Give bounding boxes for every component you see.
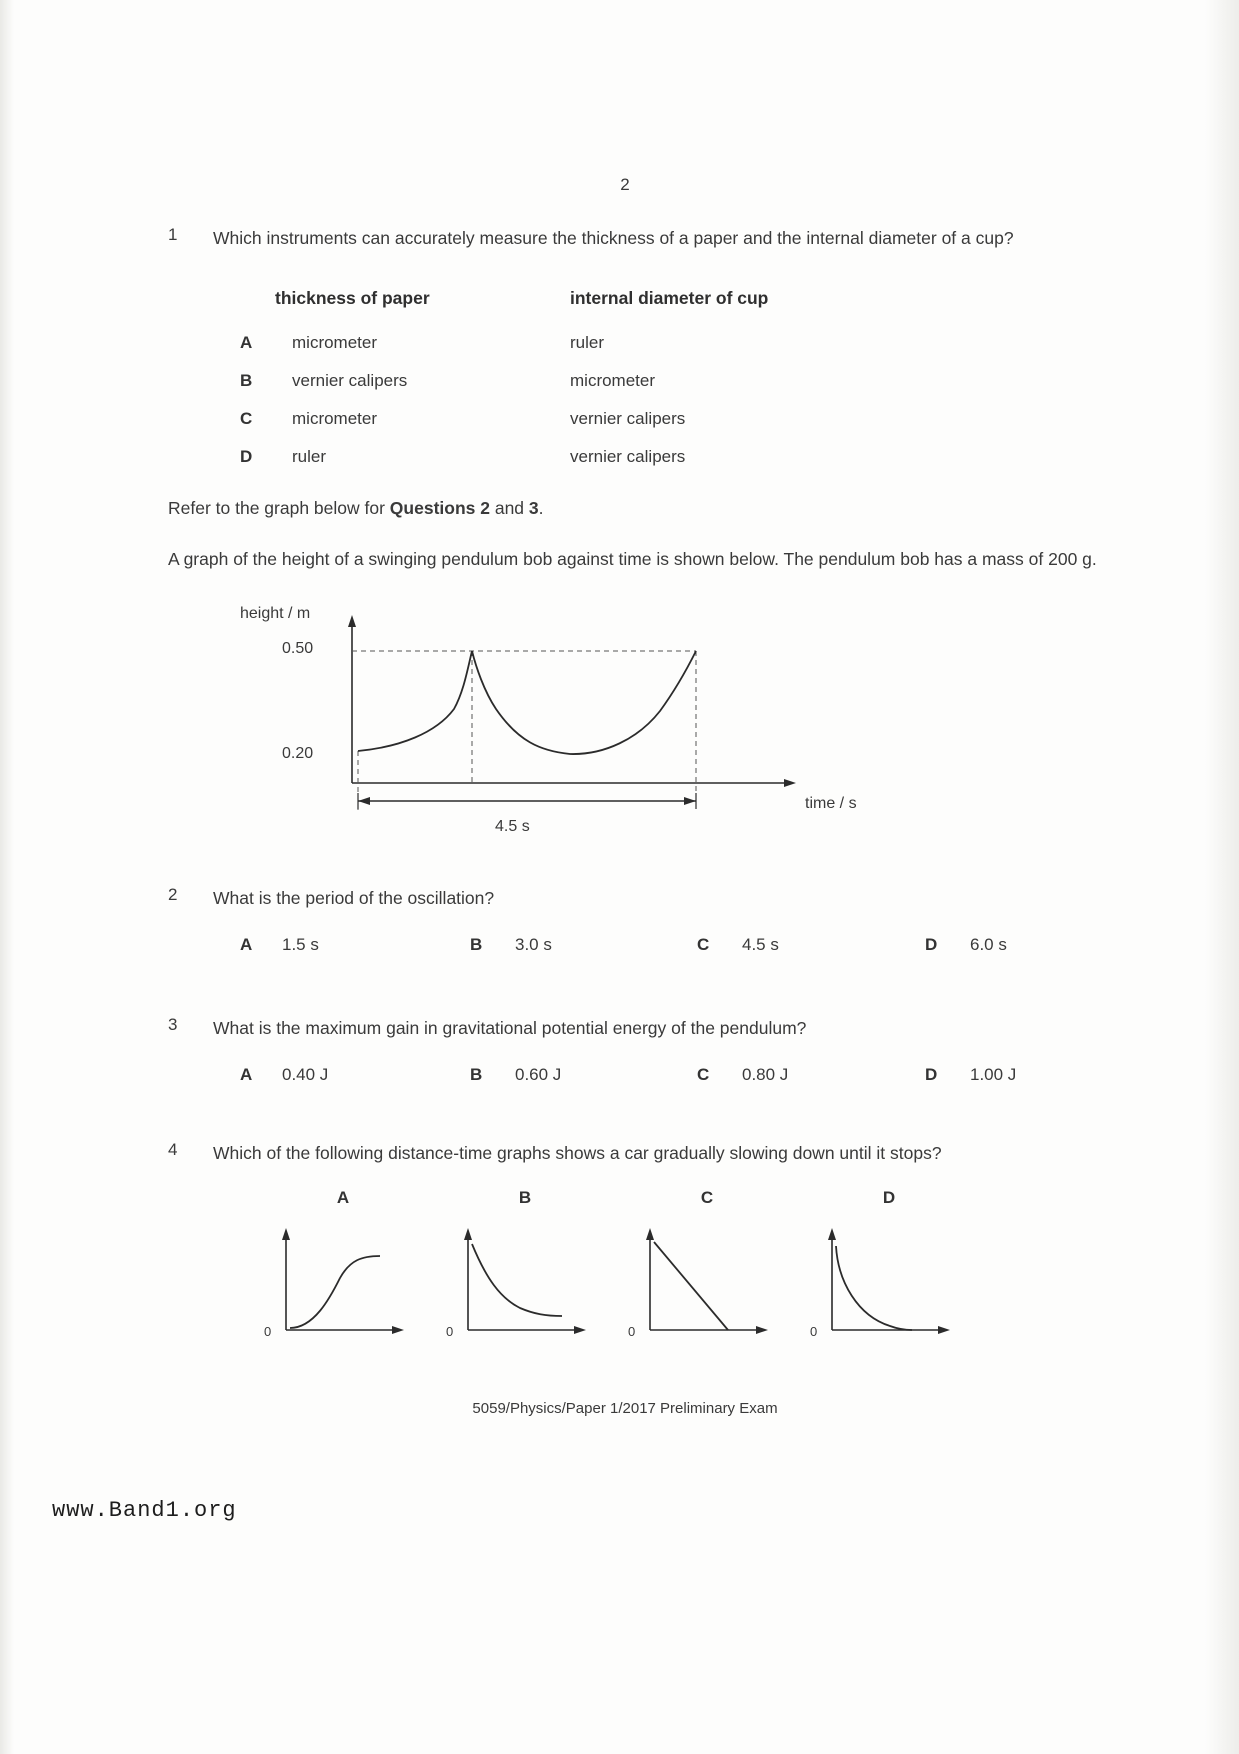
question-1-column-header-1: thickness of paper xyxy=(275,288,430,308)
question-1-option-b-col1: vernier calipers xyxy=(292,371,408,390)
chart-y-axis-label: height / m xyxy=(240,605,311,622)
question-2-option-d-text: 6.0 s xyxy=(970,935,1007,954)
scan-edge-right xyxy=(1205,0,1239,1754)
question-3-option-d-letter[interactable]: D xyxy=(925,1065,938,1084)
question-4-graph-d[interactable] xyxy=(810,1188,964,1350)
pendulum-chart-svg xyxy=(240,605,900,850)
refer-questions-bold: Questions 2 xyxy=(389,498,490,518)
question-2-number: 2 xyxy=(168,885,178,904)
question-1-column-header-2: internal diameter of cup xyxy=(570,288,769,308)
question-1-option-a-col1: micrometer xyxy=(292,333,378,352)
question-2-option-c-text: 4.5 s xyxy=(742,935,779,954)
question-4-graph-b-label: B xyxy=(518,1188,532,1207)
pendulum-height-time-chart xyxy=(240,605,900,850)
question-4-graph-a[interactable] xyxy=(264,1188,418,1350)
question-3-option-b-letter[interactable]: B xyxy=(470,1065,483,1084)
question-2-option-b-text: 3.0 s xyxy=(515,935,552,954)
question-3-option-b-text: 0.60 J xyxy=(515,1065,562,1084)
question-1-option-a-col2: ruler xyxy=(570,333,605,352)
question-4-graph-b[interactable] xyxy=(446,1188,600,1350)
question-3-number: 3 xyxy=(168,1015,178,1034)
site-watermark: www.Band1.org xyxy=(52,1498,237,1523)
question-4-graph-d-label: D xyxy=(882,1188,896,1207)
question-1-text: Which instruments can accurately measure the thickness of a paper and the internal diameter of a cup? xyxy=(213,228,1014,248)
question-1-option-d-col1: ruler xyxy=(292,447,327,466)
chart-x-axis-label: time / s xyxy=(805,795,857,812)
question-2-option-d-letter[interactable]: D xyxy=(925,935,938,954)
refer-question3-bold: 3 xyxy=(528,498,539,518)
question-1-option-b-col2: micrometer xyxy=(570,371,656,390)
question-1-option-b-letter[interactable]: B xyxy=(240,371,253,390)
question-3-option-a-letter[interactable]: A xyxy=(240,1065,253,1084)
question-4-graph-a-origin: 0 xyxy=(264,1324,272,1339)
question-4-graph-c[interactable] xyxy=(628,1188,782,1350)
refer-prefix: Refer to the graph below for xyxy=(168,498,390,518)
question-4-graph-a-label: A xyxy=(336,1188,350,1207)
question-2-option-b-letter[interactable]: B xyxy=(470,935,483,954)
question-1-option-d-letter[interactable]: D xyxy=(240,447,253,466)
question-3-option-d-text: 1.00 J xyxy=(970,1065,1017,1084)
question-2-option-a-text: 1.5 s xyxy=(282,935,319,954)
refer-suffix: . xyxy=(538,498,544,518)
pendulum-intro-text: A graph of the height of a swinging pendulum bob against time is shown below. The pendulum bob has a mass of 200 g. xyxy=(168,549,1097,569)
question-4-graph-c-origin: 0 xyxy=(628,1324,636,1339)
question-1-option-d-col2: vernier calipers xyxy=(570,447,686,466)
question-3-option-a-text: 0.40 J xyxy=(282,1065,329,1084)
question-2-text: What is the period of the oscillation? xyxy=(213,888,495,908)
question-3-text: What is the maximum gain in gravitational potential energy of the pendulum? xyxy=(213,1018,807,1038)
refer-line xyxy=(168,498,544,519)
question-4-graph-b-origin: 0 xyxy=(446,1324,454,1339)
question-4-graph-d-origin: 0 xyxy=(810,1324,818,1339)
question-1-option-c-letter[interactable]: C xyxy=(240,409,253,428)
chart-ytick-050: 0.50 xyxy=(282,640,314,657)
question-3-option-c-letter[interactable]: C xyxy=(697,1065,710,1084)
page-number: 2 xyxy=(620,175,630,194)
question-3-option-c-text: 0.80 J xyxy=(742,1065,789,1084)
refer-middle: and xyxy=(489,498,529,518)
question-1-number: 1 xyxy=(168,225,178,244)
question-2-option-c-letter[interactable]: C xyxy=(697,935,710,954)
chart-ytick-020: 0.20 xyxy=(282,745,314,762)
document-footer: 5059/Physics/Paper 1/2017 Preliminary Exam xyxy=(472,1400,778,1417)
question-1-option-c-col1: micrometer xyxy=(292,409,378,428)
question-1-option-a-letter[interactable]: A xyxy=(240,333,253,352)
chart-period-annotation: 4.5 s xyxy=(495,818,530,835)
question-4-graph-c-label: C xyxy=(700,1188,714,1207)
question-4-text: Which of the following distance-time graphs shows a car gradually slowing down until it stops? xyxy=(213,1143,942,1163)
question-1-option-c-col2: vernier calipers xyxy=(570,409,686,428)
question-4-number: 4 xyxy=(168,1140,178,1159)
exam-sheet xyxy=(120,40,1130,1660)
question-2-option-a-letter[interactable]: A xyxy=(240,935,253,954)
scan-edge-left xyxy=(0,0,14,1754)
